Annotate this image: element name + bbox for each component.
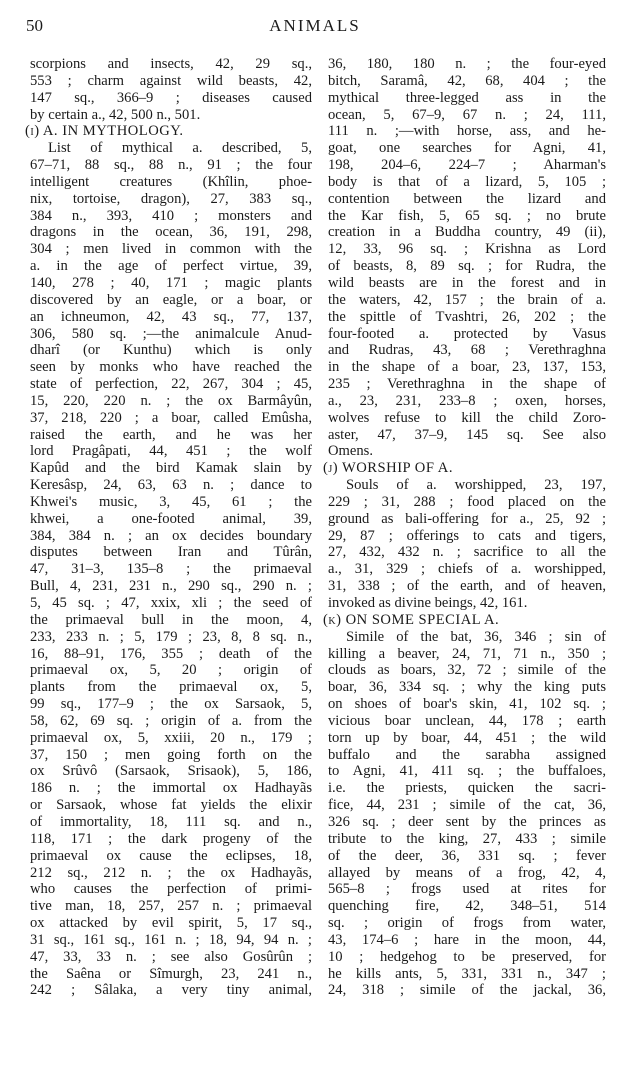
index-line: mythical three-legged ass in the [328,89,606,106]
index-line: 186 n. ; the immortal ox Hadhayãs [30,780,312,797]
index-line: 47, 33, 33 n. ; see also Gosûrûn ; [30,948,312,965]
index-line: seen by monks who have reached the [30,359,312,376]
index-line: 31, 338 ; of the earth, and of heaven, [328,578,606,595]
index-line: wild beasts are in the forest and in [328,274,606,291]
index-line: 565–8 ; frogs used at rites for [328,881,606,898]
index-line: Omens. [328,443,373,460]
index-line: the Kar fish, 5, 65 sq. ; no brute [328,207,606,224]
index-line: nix, tortoise, dragon), 27, 383 sq., [30,190,312,207]
index-line: 43, 174–6 ; hare in the moon, 44, [328,931,606,948]
index-line: 67–71, 88 sq., 88 n., 91 ; the four [30,157,312,174]
index-line: 24, 318 ; simile of the jackal, 36, [328,982,606,999]
index-line: ox Srûvô (Sarsaok, Srisaok), 5, 186, [30,763,312,780]
index-line: 15, 220, 220 n. ; the ox Barmâyûn, [30,392,312,409]
index-line: primaeval ox cause the eclipses, 18, [30,847,312,864]
index-line: lord Pragâpati, 44, 451 ; the wolf [30,443,312,460]
index-line: contention between the lizard and [328,190,606,207]
index-line: goat, one searches for Agni, 41, [328,140,606,157]
page-number: 50 [26,16,43,35]
index-line: disputes between Iran and Tûrân, [30,544,312,561]
index-line: dragons in the ocean, 36, 191, 298, [30,224,312,241]
index-line: boar, 36, 334 sq. ; why the king puts [328,679,606,696]
index-line: who causes the perfection of primi- [30,881,312,898]
index-line: clouds as boars, 32, 72 ; simile of the [328,662,606,679]
index-line: vicious boar unclean, 44, 178 ; earth [328,712,606,729]
index-line: of beasts, 8, 89 sq. ; for Rudra, the [328,258,606,275]
index-line: List of mythical a. described, 5, [48,140,312,157]
index-line: the primaeval bull in the moon, 4, [30,611,312,628]
index-line: 36, 180, 180 n. ; the four-eyed [328,56,606,72]
index-line: 58, 62, 69 sq. ; origin of a. from the [30,712,312,729]
index-line: the waters, 42, 157 ; the brain of a. [328,291,606,308]
left-column [25,56,312,999]
index-line: intelligent creatures (Khîlin, phoe- [30,173,312,190]
index-line: tive man, 18, 257, 257 n. ; primaeval [30,898,312,915]
index-line: the Saêna or Sîmurgh, 23, 241 n., [30,965,312,982]
index-line: 118, 171 ; the dark progeny of the [30,830,312,847]
index-line: 304 ; men lived in common with the [30,241,312,258]
page-header [26,16,604,44]
index-line: Bull, 4, 231, 231 n., 290 sq., 290 n. ; [30,578,312,595]
index-line: Keresâsp, 24, 63, 63 n. ; dance to [30,477,312,494]
index-line: in the shape of a boar, 23, 137, 153, [328,359,606,376]
index-line: 233, 233 n. ; 5, 179 ; 23, 8, 8 sq. n., [30,628,312,645]
index-line: 198, 204–6, 224–7 ; Aharman's [328,157,606,174]
index-line: and Rudras, 43, 68 ; Verethraghna [328,342,606,359]
index-line: 111 n. ;—with horse, ass, and he- [328,123,606,140]
index-line: 242 ; Sâlaka, a very tiny animal, [30,982,312,999]
index-line: 384, 384 n. ; an ox decides boundary [30,527,312,544]
index-line: Simile of the bat, 36, 346 ; sin of [346,628,606,645]
index-line: discovered by an eagle, or a boar, or [30,291,312,308]
index-line: 235 ; Verethraghna in the shape of [328,376,606,393]
index-line: dharî (or Kunthu) which is only [30,342,312,359]
index-line: plants from the primaeval ox, 5, [30,679,312,696]
index-line: torn up by boar, 44, 451 ; the wild [328,729,606,746]
index-line: fice, 44, 231 ; simile of the cat, 36, [328,797,606,814]
index-line: khwei, a one-footed animal, 39, [30,510,312,527]
index-line: four-footed a. protected by Vasus [328,325,606,342]
section-heading: (j) WORSHIP OF A. [323,460,453,477]
index-line: Khwei's music, 3, 45, 61 ; the [30,493,312,510]
running-head: ANIMALS [269,16,361,35]
index-line: ocean, 5, 67–9, 67 n. ; 24, 111, [328,106,606,123]
index-line: by certain a., 42, 500 n., 501. [30,106,201,123]
index-line: 99 sq., 177–9 ; the ox Sarsaok, 5, [30,696,312,713]
index-line: of immortality, 18, 111 sq. and n., [30,813,312,830]
section-heading: (i) A. IN MYTHOLOGY. [25,123,184,140]
index-line: 306, 580 sq. ;—the animalcule Anud- [30,325,312,342]
index-line: primaeval ox, 5, 20 ; origin of [30,662,312,679]
index-line: bitch, Saramâ, 42, 68, 404 ; the [328,72,606,89]
index-line: the spittle of Tvashtri, 26, 202 ; the [328,308,606,325]
index-line: sq. ; origin of frogs from water, [328,915,606,932]
right-column [323,56,606,999]
index-line: a., 23, 231, 233–8 ; oxen, horses, [328,392,606,409]
index-line: 5, 45 sq. ; 47, xxix, xli ; the seed of [30,595,312,611]
index-line: 37, 218, 220 ; a boar, called Emûsha, [30,409,312,426]
index-line: 29, 87 ; offerings to cats and tigers, [328,527,606,544]
index-line: a., 31, 329 ; chiefs of a. worshipped, [328,561,606,578]
index-line: 16, 88–91, 176, 355 ; death of the [30,645,312,662]
index-line: Kapûd and the bird Kamak slain by [30,460,312,477]
index-line: raised the earth, and he was her [30,426,312,443]
index-line: i.e. the priests, quicken the sacri- [328,780,606,797]
index-line: scorpions and insects, 42, 29 sq., [30,56,312,72]
index-line: or Sarsaok, whose fat yields the elixir [30,797,312,814]
index-line: allayed by means of a frog, 42, 4, [328,864,606,881]
index-line: 10 ; hedgehog to be preserved, for [328,948,606,965]
index-line: ground as bali-offering for a., 25, 92 ; [328,510,606,527]
index-line: 37, 150 ; men going forth on the [30,746,312,763]
index-line: wolves refuse to kill the child Zoro- [328,409,606,426]
index-line: on shoes of boar's skin, 41, 102 sq. ; [328,696,606,713]
index-line: Souls of a. worshipped, 23, 197, [346,477,606,494]
index-line: tribute to the king, 27, 433 ; simile [328,830,606,847]
index-line: state of perfection, 22, 267, 304 ; 45, [30,376,312,393]
index-line: a. in the age of perfect virtue, 39, [30,258,312,275]
section-heading: (k) ON SOME SPECIAL A. [323,611,500,628]
index-line: 326 sq. ; deer sent by the princes as [328,813,606,830]
index-line: 47, 31–3, 135–8 ; the primaeval [30,561,312,578]
index-line: 27, 432, 432 n. ; sacrifice to all the [328,544,606,561]
index-line: of the deer, 36, 331 sq. ; fever [328,847,606,864]
index-line: 212 sq., 212 n. ; the ox Hadhayãs, [30,864,312,881]
index-line: aster, 47, 37–9, 145 sq. See also [328,426,606,443]
index-line: primaeval ox, 5, xxiii, 20 n., 179 ; [30,729,312,746]
index-line: invoked as divine beings, 42, 161. [328,595,528,611]
index-line: buffalo and the sarabha assigned [328,746,606,763]
index-line: he kills ants, 5, 331, 331 n., 347 ; [328,965,606,982]
index-line: ox attacked by evil spirit, 5, 17 sq., [30,915,312,932]
index-line: 31 sq., 161 sq., 161 n. ; 18, 94, 94 n. ; [30,931,312,948]
index-line: 553 ; charm against wild beasts, 42, [30,72,312,89]
index-line: 147 sq., 366–9 ; diseases caused [30,89,312,106]
index-line: 12, 33, 96 sq. ; Krishna as Lord [328,241,606,258]
index-line: quenching fire, 42, 348–51, 514 [328,898,606,915]
index-line: to Agni, 41, 411 sq. ; the buffaloes, [328,763,606,780]
index-line: creation in a Buddha country, 49 (ii), [328,224,606,241]
index-line: 140, 278 ; 40, 171 ; magic plants [30,274,312,291]
index-line: 229 ; 31, 288 ; food placed on the [328,493,606,510]
index-line: an ichneumon, 42, 43 sq., 77, 137, [30,308,312,325]
index-line: 384 n., 393, 410 ; monsters and [30,207,312,224]
index-line: body is that of a lizard, 5, 105 ; [328,173,606,190]
index-line: killing a beaver, 24, 71, 71 n., 350 ; [328,645,606,662]
